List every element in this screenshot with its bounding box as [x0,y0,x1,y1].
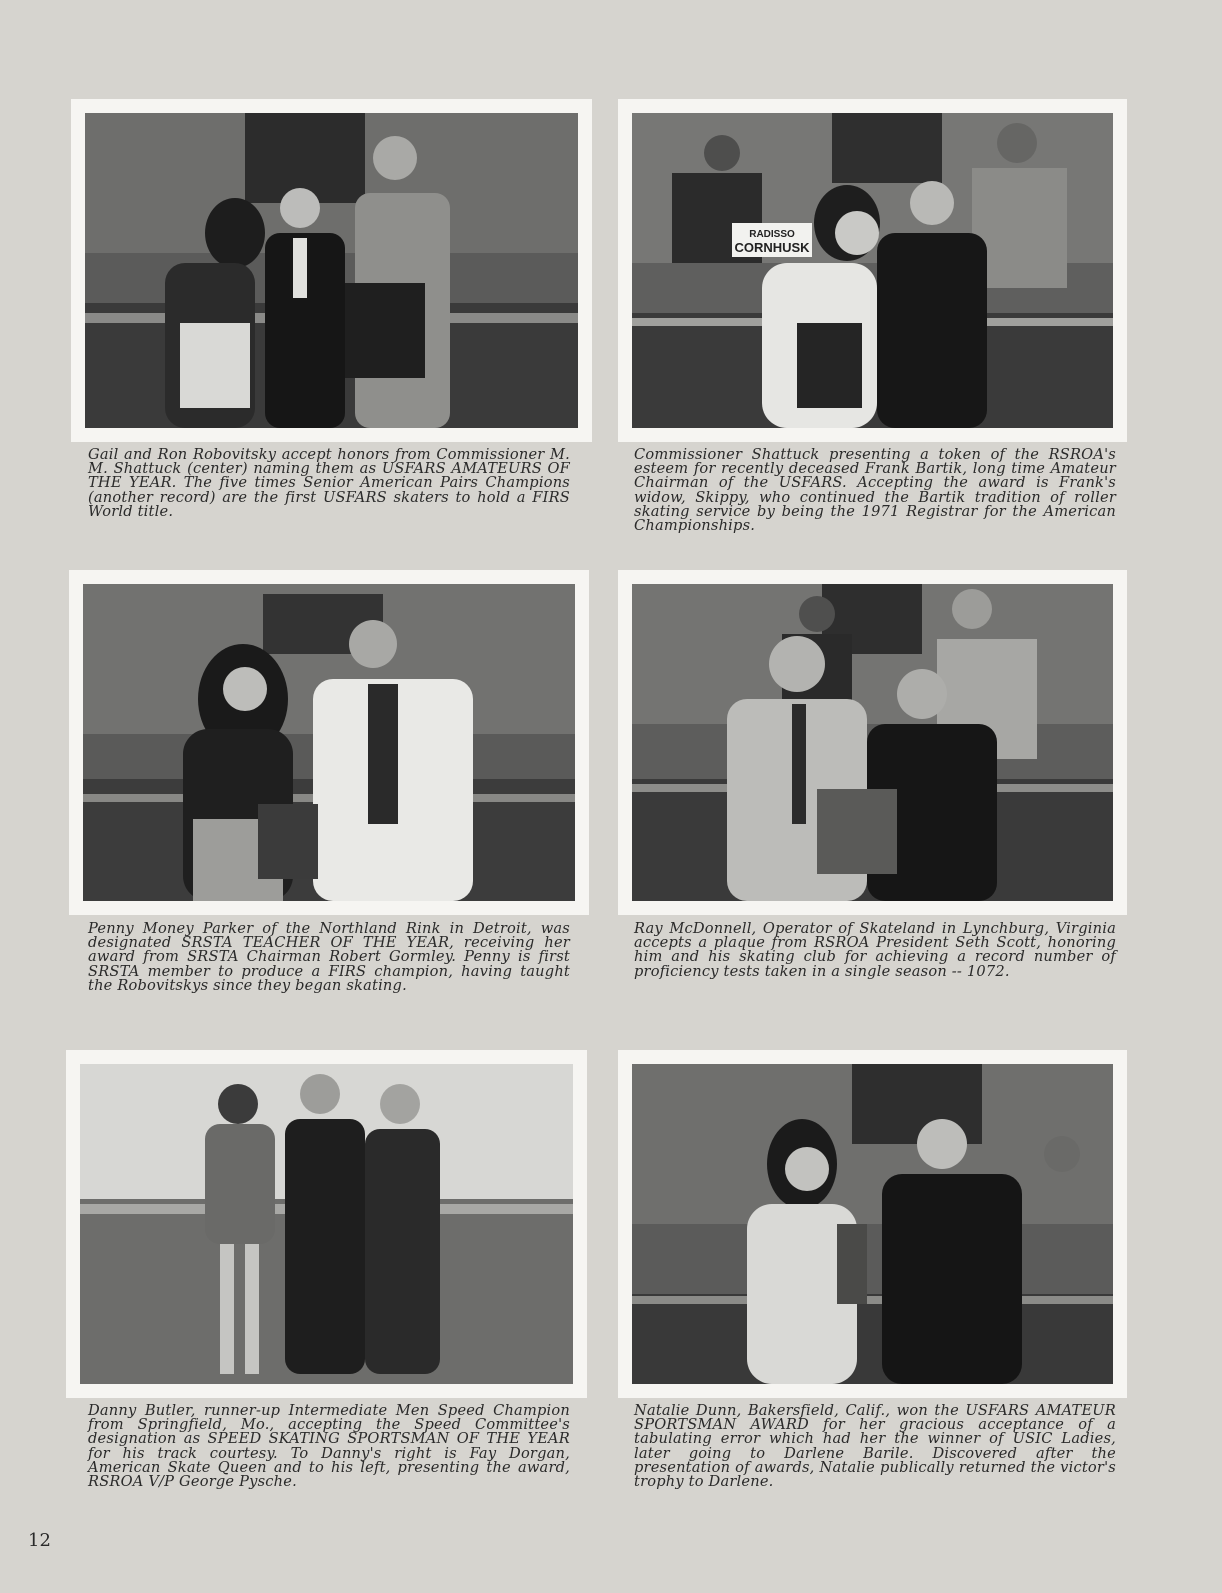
photo-frame-6 [618,1050,1127,1398]
photo-caption-4: Ray McDonnell, Operator of Skateland in Lynchburg, Virginia accepts a plaque from RSROA President Seth Scott, honoring him and his skating club for achieving a record number of proficiency tests taken in a single season -- 1072. [634,920,1116,980]
photo-frame-4 [618,570,1127,915]
page-number: 12 [28,1530,51,1551]
photo-caption-2: Commissioner Shattuck presenting a token of the RSROA's esteem for recently deceased Frank Bartik, long time Amateur Chairman of the USFARS. Accepting the award is Frank's widow, Skippy, who continued the Bartik tradition of roller skating service by being the 1971 Registrar for the American Championships. [634,446,1116,535]
photo-caption-6: Natalie Dunn, Bakersfield, Calif., won the USFARS AMATEUR SPORTSMAN AWARD for her gracious acceptance of a tabulating error which had her the winner of USIC Ladies, later going to Darlene Barile. Discovered after the presentation of awards, Natalie publically returned the victor's trophy to Darlene. [634,1402,1116,1491]
photo-award-parker [83,584,575,901]
svg-text:CORNHUSK: CORNHUSK [734,240,810,255]
photo-award-butler [80,1064,573,1384]
photo-award-mcdonnell [632,584,1113,901]
photo-2-sign-text: RADISSO [749,229,795,240]
photo-award-robovitsky [85,113,578,428]
photo-frame-3 [69,570,589,915]
photo-award-bartik [632,113,1113,428]
photo-frame-2 [618,99,1127,442]
photo-frame-1 [71,99,592,442]
photo-caption-5: Danny Butler, runner-up Intermediate Men Speed Champion from Springfield, Mo., accepting the Speed Committee's designation as SPEED SKATING SPORTSMAN OF THE YEAR for his track courtesy. To Danny's right is Fay Dorgan, American Skate Queen and to his left, presenting the award, RSROA V/P George Pysche. [88,1402,570,1491]
photo-caption-1: Gail and Ron Robovitsky accept honors from Commissioner M. M. Shattuck (center) naming them as USFARS AMATEURS OF THE YEAR. The five times Senior American Pairs Champions (another record) are the first USFARS skaters to hold a FIRS World title. [88,446,570,520]
photo-caption-3: Penny Money Parker of the Northland Rink in Detroit, was designated SRSTA TEACHER OF THE YEAR, receiving her award from SRSTA Chairman Robert Gormley. Penny is first SRSTA member to produce a FIRS champion, having taught the Robovitskys since they began skating. [88,920,570,994]
photo-frame-5 [66,1050,587,1398]
photo-award-dunn [632,1064,1113,1384]
